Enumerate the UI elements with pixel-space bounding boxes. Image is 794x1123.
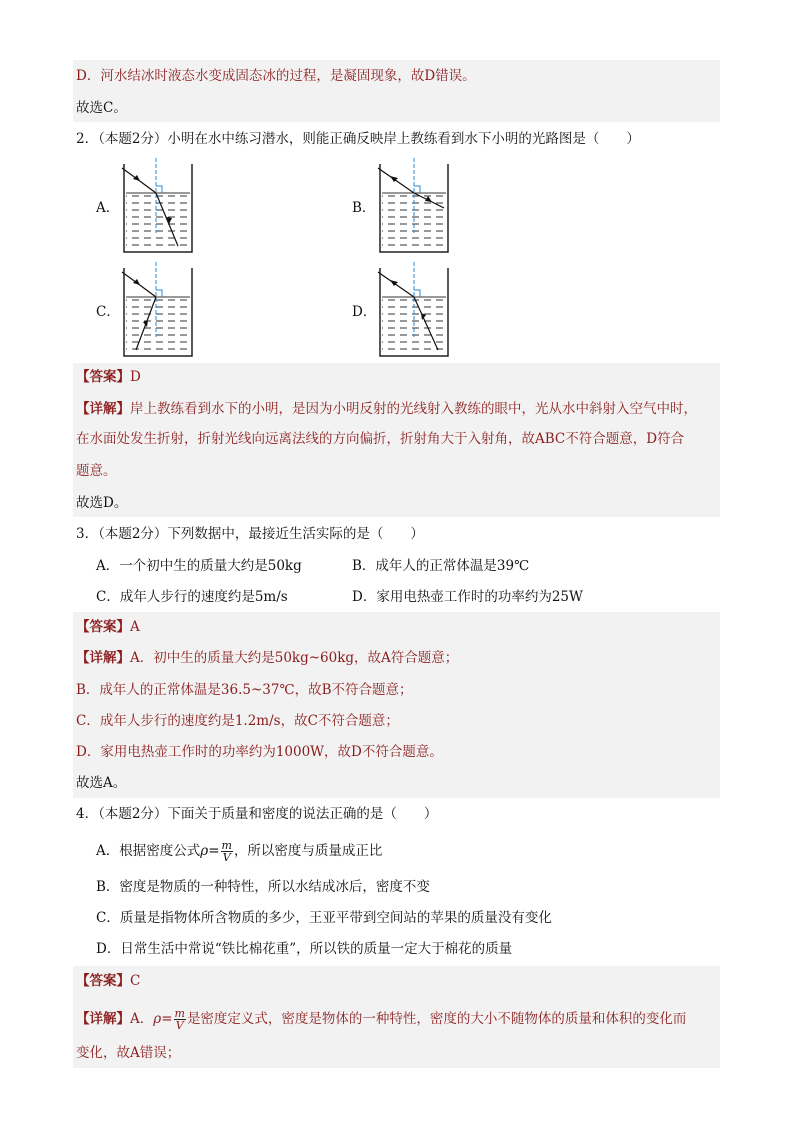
equals-sign: = <box>161 1011 173 1027</box>
q3-option-b: B．成年人的正常体温是39℃ <box>352 558 530 574</box>
q4-option-c: C．质量是指物体所含物质的多少，王亚平带到空间站的苹果的质量没有变化 <box>96 910 552 926</box>
q3-stem: 3．（本题2分）下列数据中，最接近生活实际的是（ ） <box>76 526 424 542</box>
q1-choose: 故选C。 <box>76 100 127 116</box>
answer-tag: 【答案】 <box>76 619 130 635</box>
answer-value: C <box>130 973 141 989</box>
q4-option-b: B．密度是物质的一种特性，所以水结成冰后，密度不变 <box>96 879 430 895</box>
q2-detail-1 <box>76 399 697 419</box>
equals-sign: = <box>208 843 220 859</box>
q4-detail-a-2: 变化，故A错误； <box>76 1045 181 1061</box>
detail-text: A．初中生的质量大约是50kg~60kg，故A符合题意； <box>130 650 459 666</box>
q2-detail-2: 在水面处发生折射，折射光线向远离法线的方向偏折，折射角大于入射角，故ABC不符合题意，D符合 <box>76 431 685 447</box>
detail-tag: 【详解】 <box>76 401 130 417</box>
q4-answer <box>76 971 140 991</box>
q4-option-a <box>96 840 382 863</box>
q3-option-a: A．一个初中生的质量大约是50kg <box>96 558 302 574</box>
answer-tag: 【答案】 <box>76 369 130 385</box>
q3-option-c: C．成年人步行的速度约是5m/s <box>96 589 288 605</box>
q1-detail-d: D．河水结冰时液态水变成固态冰的过程，是凝固现象，故D错误。 <box>76 68 476 84</box>
diagram-a-icon <box>118 158 198 254</box>
fraction-denominator: V <box>175 1019 184 1032</box>
rho-symbol: ρ <box>200 843 209 859</box>
answer-value: D <box>130 369 141 385</box>
detail-text: 是密度定义式，密度是物体的一种特性，密度的大小不随物体的质量和体积的变化而 <box>186 1011 687 1027</box>
answer-tag: 【答案】 <box>76 973 130 989</box>
rho-symbol: ρ <box>153 1011 162 1027</box>
fraction-denominator: V <box>222 851 231 864</box>
density-fraction <box>174 1008 186 1031</box>
density-fraction <box>221 840 233 863</box>
q3-detail-c: C．成年人步行的速度约是1.2m/s，故C不符合题意； <box>76 713 399 729</box>
q4-option-a-text: A．根据密度公式 <box>96 843 201 859</box>
detail-text: 岸上教练看到水下的小明，是因为小明反射的光线射入教练的眼中，光从水中斜射入空气中时， <box>130 401 697 417</box>
q3-detail-b: B．成年人的正常体温是36.5~37℃，故B不符合题意； <box>76 682 413 698</box>
fraction-numerator: m <box>221 839 232 852</box>
diagram-d-icon <box>374 262 454 358</box>
q3-option-d: D．家用电热壶工作时的功率约为25W <box>352 589 583 605</box>
q3-detail-d: D．家用电热壶工作时的功率约为1000W，故D不符合题意。 <box>76 744 443 760</box>
q2-stem: 2．（本题2分）小明在水中练习潜水，则能正确反映岸上教练看到水下小明的光路图是（ ） <box>76 131 640 147</box>
detail-tag: 【详解】 <box>76 650 130 666</box>
fraction-numerator: m <box>174 1007 185 1020</box>
answer-value: A <box>130 619 140 635</box>
q2-option-d-label: D． <box>352 304 377 320</box>
q4-option-d: D．日常生活中常说“铁比棉花重”，所以铁的质量一定大于棉花的质量 <box>96 941 513 957</box>
q2-answer <box>76 367 141 387</box>
q4-detail-a <box>76 1008 686 1031</box>
q4-option-a-suffix: ，所以密度与质量成正比 <box>233 843 383 859</box>
q3-detail-a <box>76 648 458 668</box>
q3-answer <box>76 617 140 637</box>
q2-detail-3: 题意。 <box>76 463 117 479</box>
diagram-c-icon <box>118 262 198 358</box>
diagram-b-icon <box>374 158 454 254</box>
detail-prefix: A． <box>130 1011 154 1027</box>
detail-tag: 【详解】 <box>76 1011 130 1027</box>
q2-choose: 故选D。 <box>76 495 128 511</box>
q2-option-a-label: A． <box>96 200 120 216</box>
answer-block-q3 <box>73 612 720 798</box>
q3-choose: 故选A。 <box>76 775 127 791</box>
q4-stem: 4．（本题2分）下面关于质量和密度的说法正确的是（ ） <box>76 806 438 822</box>
q2-option-b-label: B． <box>352 200 376 216</box>
q2-option-c-label: C． <box>96 304 120 320</box>
